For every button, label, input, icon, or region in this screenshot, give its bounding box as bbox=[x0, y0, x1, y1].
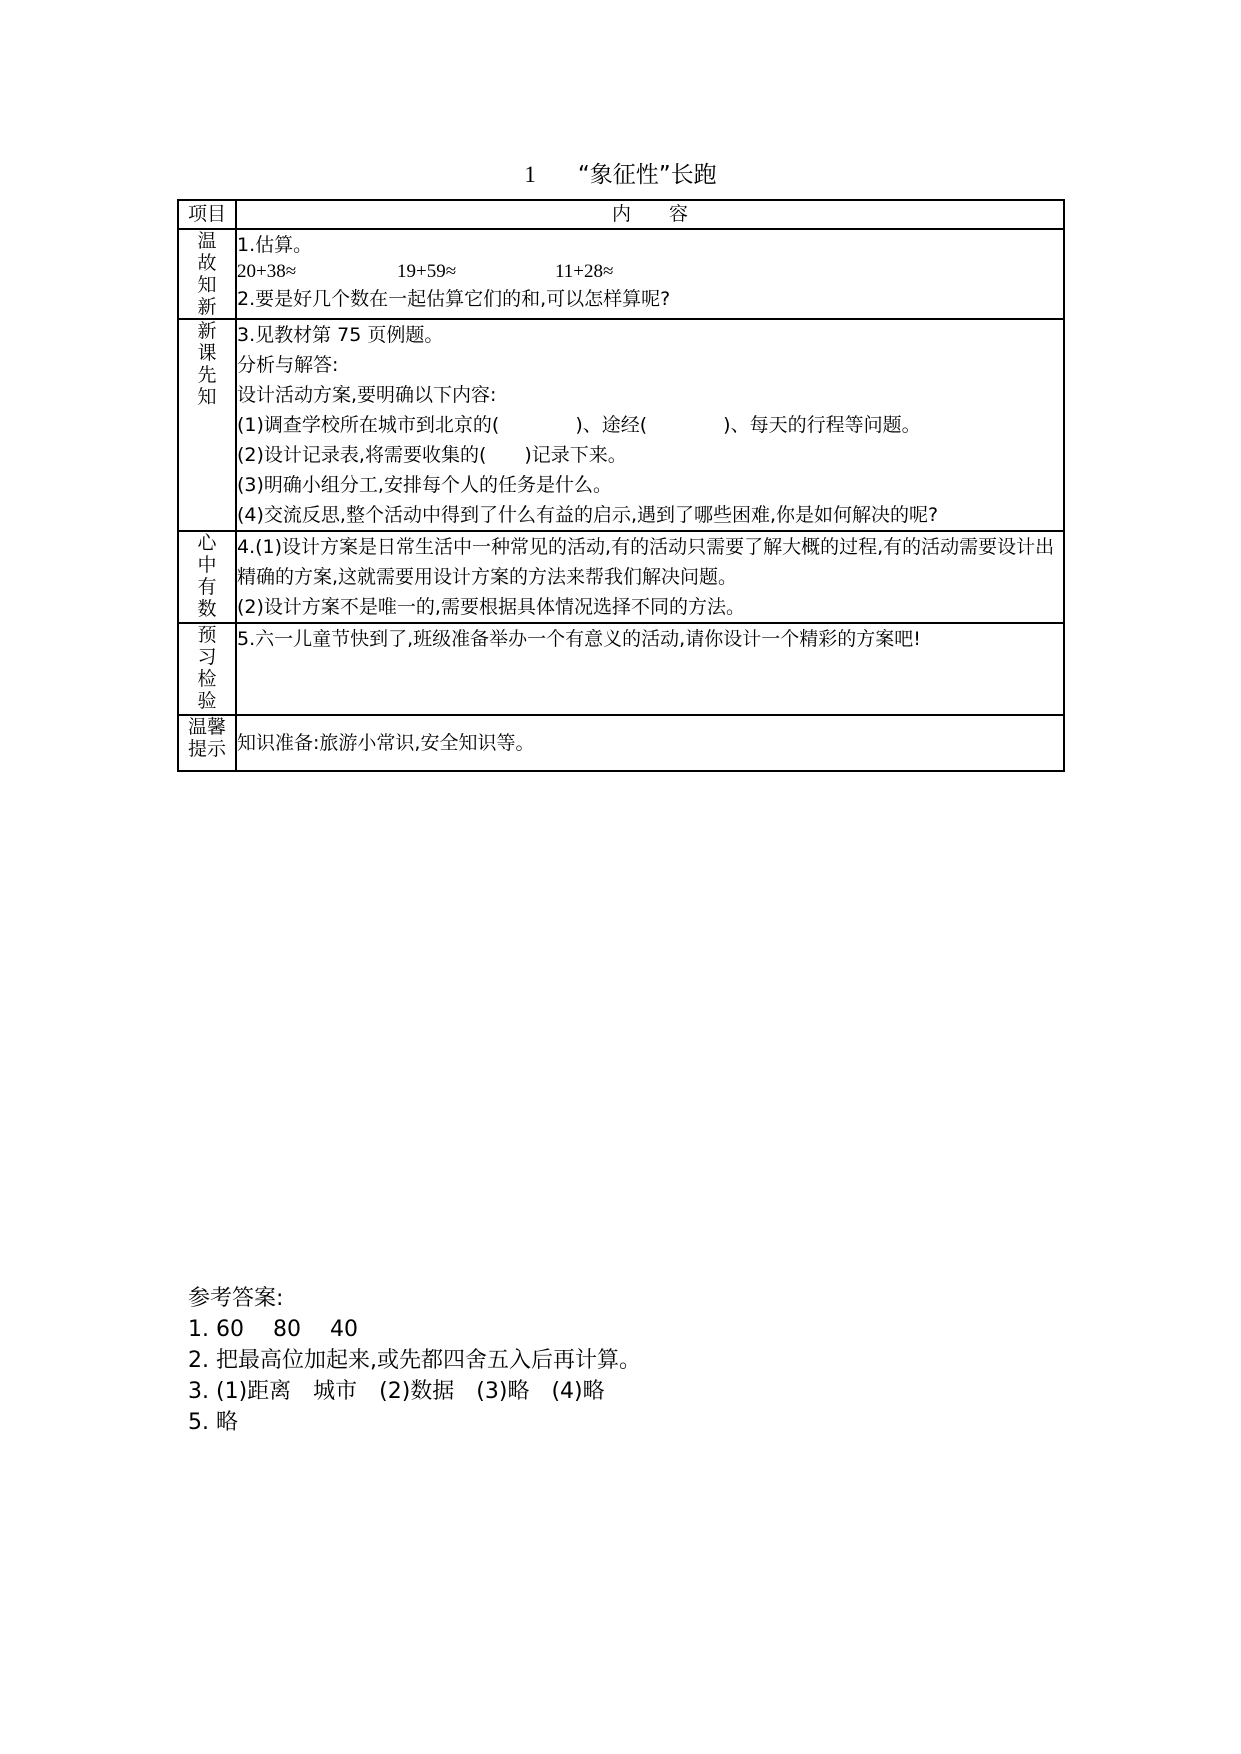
row-content bbox=[236, 531, 1064, 623]
header-content: 内 容 bbox=[236, 200, 1064, 229]
table-row-new-lesson bbox=[178, 319, 1064, 531]
summary-point-1: 4.(1)设计方案是日常生活中一种常见的活动,有的活动只需要了解大概的过程,有的活动需要设计出精确的方案,这就需要用设计方案的方法来帮我们解决问题。 bbox=[237, 536, 1055, 588]
estimate-list bbox=[237, 260, 1063, 284]
answer-heading: 参考答案: bbox=[188, 1286, 284, 1311]
design-step-4: (4)交流反思,整个活动中得到了什么有益的启示,遇到了哪些困难,你是如何解决的呢? bbox=[237, 504, 939, 526]
preview-table bbox=[177, 199, 1065, 772]
answer-key bbox=[188, 1283, 641, 1438]
design-intro: 设计活动方案,要明确以下内容: bbox=[237, 384, 497, 406]
row-content bbox=[236, 715, 1064, 771]
answer-2: 2. 把最高位加起来,或先都四舍五入后再计算。 bbox=[188, 1348, 641, 1373]
row-content bbox=[236, 319, 1064, 531]
design-step-2: (2)设计记录表,将需要收集的( )记录下来。 bbox=[237, 444, 627, 466]
table-row-summary bbox=[178, 531, 1064, 623]
analysis-heading: 分析与解答: bbox=[237, 354, 339, 376]
lesson-title: “象征性”长跑 bbox=[577, 162, 717, 188]
row-content bbox=[236, 623, 1064, 715]
estimate-2: 19+59≈ bbox=[397, 261, 457, 282]
row-label: 温故知新 bbox=[178, 229, 236, 319]
question-2: 2.要是好几个数在一起估算它们的和,可以怎样算呢? bbox=[237, 288, 671, 310]
header-item: 项目 bbox=[178, 200, 236, 229]
summary-point-2: (2)设计方案不是唯一的,需要根据具体情况选择不同的方法。 bbox=[237, 596, 745, 618]
estimate-1: 20+38≈ bbox=[237, 261, 297, 282]
design-step-1: (1)调查学校所在城市到北京的( )、途经( )、每天的行程等问题。 bbox=[237, 414, 921, 436]
tips-text: 知识准备:旅游小常识,安全知识等。 bbox=[237, 732, 535, 754]
table-header-row bbox=[178, 200, 1064, 229]
design-step-3: (3)明确小组分工,安排每个人的任务是什么。 bbox=[237, 474, 612, 496]
answer-1: 1. 60 80 40 bbox=[188, 1317, 358, 1342]
estimate-3: 11+28≈ bbox=[555, 261, 614, 282]
table-row-tips bbox=[178, 715, 1064, 771]
row-label: 预习检验 bbox=[178, 623, 236, 715]
table-row-check bbox=[178, 623, 1064, 715]
answer-5: 5. 略 bbox=[188, 1410, 238, 1435]
answer-3: 3. (1)距离 城市 (2)数据 (3)略 (4)略 bbox=[188, 1379, 605, 1404]
lesson-number: 1 bbox=[524, 162, 536, 187]
row-label: 温馨提示 bbox=[178, 715, 236, 771]
question-5: 5.六一儿童节快到了,班级准备举办一个有意义的活动,请你设计一个精彩的方案吧! bbox=[237, 628, 921, 650]
row-content bbox=[236, 229, 1064, 319]
table-row-review bbox=[178, 229, 1064, 319]
page-title bbox=[0, 160, 1241, 190]
question-3: 3.见教材第 75 页例题。 bbox=[237, 324, 444, 346]
row-label: 心中有数 bbox=[178, 531, 236, 623]
row-label: 新课先知 bbox=[178, 319, 236, 531]
question-1: 1.估算。 bbox=[237, 234, 313, 256]
